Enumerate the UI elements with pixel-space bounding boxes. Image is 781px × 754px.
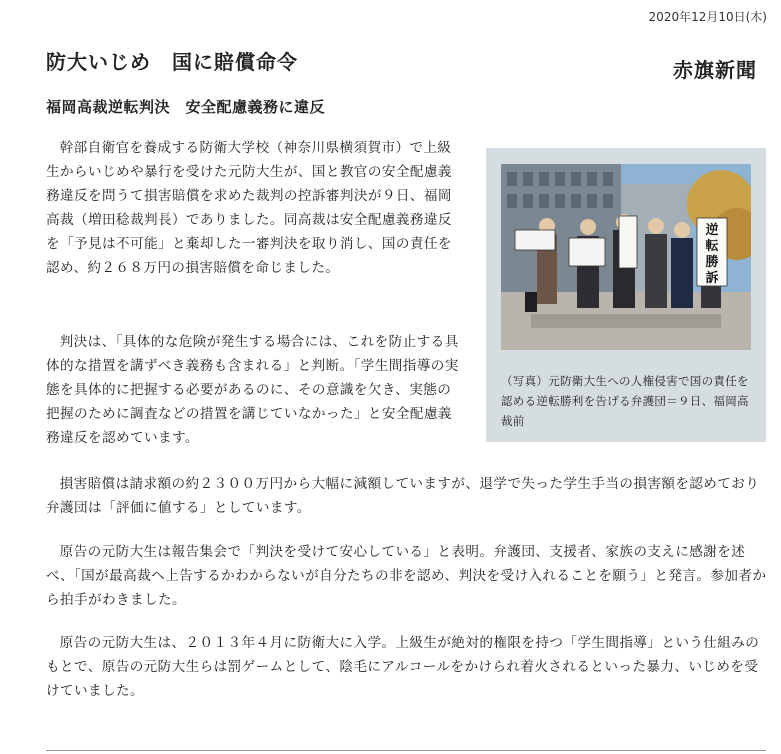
banner-char: 転 [705, 239, 719, 254]
publish-date: 2020年12月10日(木) [648, 10, 767, 24]
news-photo [501, 164, 751, 350]
article-paragraph: 判決は、「具体的な危険が発生する場合には、これを防止する具体的な措置を講ずべき義務も含まれる」と判断。「学生間指導の実態を具体的に把握する必要があるのに、その意識を欠き、実態の把握のために調査などの措置を講じていなかった」と安全配慮義務違反を認めています。 [46, 334, 459, 446]
newspaper-name: 赤旗新聞 [673, 58, 757, 82]
article-paragraph: 原告の元防大生は、２０１３年４月に防衛大に入学。上級生が絶対的権限を持つ「学生間指導」という仕組みのもとで、原告の元防大生らは罰ゲームとして、陰毛にアルコールをかけられ着火されるといった暴力、いじめを受けていました。 [46, 635, 760, 699]
banner-char: 訴 [705, 271, 719, 286]
news-photo-figure [486, 148, 766, 442]
article-paragraph: 損害賠償は請求額の約２３００万円から大幅に減額していますが、退学で失った学生手当の損害額を認めており弁護団は「評価に値する」としています。 [46, 476, 760, 516]
subheadline: 福岡高裁逆転判決 安全配慮義務に違反 [46, 98, 326, 116]
banner-char: 逆 [705, 223, 719, 238]
article-paragraph: 幹部自衛官を養成する防衛大学校（神奈川県横須賀市）で上級生からいじめや暴行を受けた元防大生が、国と教官の安全配慮義務違反を問うて損害賠償を求めた裁判の控訴審判決が９日、福岡高裁（増田稔裁判長）でありました。同高裁は安全配慮義務違反を「予見は不可能」と棄却した一審判決を取り消し、国の責任を認め、約２６８万円の損害賠償を命じました。 [46, 140, 452, 276]
banner-char: 勝 [705, 255, 719, 270]
headline: 防大いじめ 国に賠償命令 [46, 50, 298, 74]
photo-caption: （写真）元防衛大生への人権侵害で国の責任を認める逆転勝利を告げる弁護団＝９日、福岡高裁前 [501, 374, 749, 428]
bottom-divider [46, 750, 766, 751]
article-paragraph: 原告の元防大生は報告集会で「判決を受けて安心している」と表明。弁護団、支援者、家族の支えに感謝を述べ、「国が最高裁へ上告するかわからないが自分たちの非を認め、判決を受け入れることを願う」と発言。参加者から拍手がわきました。 [46, 544, 767, 608]
